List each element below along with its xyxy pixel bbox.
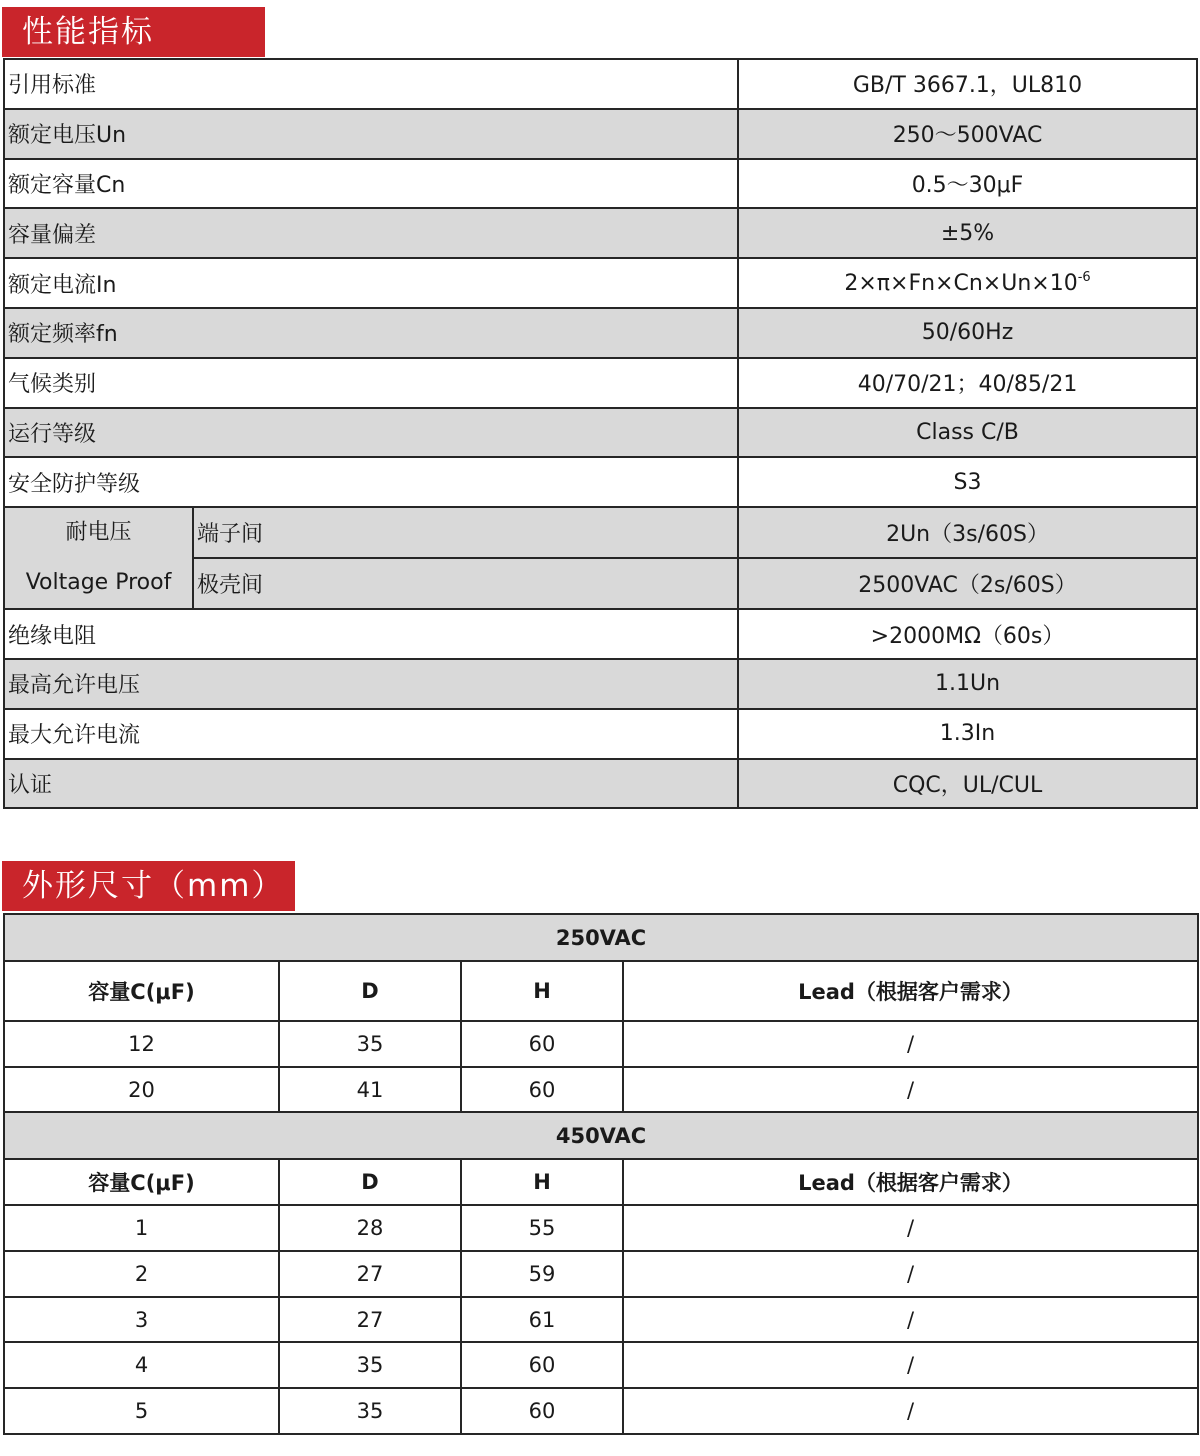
spec-value: >2000MΩ（60s） (738, 609, 1197, 659)
table-row (4, 159, 1197, 209)
table-row (4, 208, 1197, 258)
cell-capacitance: 5 (4, 1388, 279, 1434)
column-header-d: D (279, 961, 461, 1021)
cell-capacitance: 2 (4, 1251, 279, 1297)
spec-label: 绝缘电阻 (4, 609, 738, 659)
column-header-row (4, 961, 1198, 1021)
cell-d: 28 (279, 1205, 461, 1251)
spec-label: 气候类别 (4, 358, 738, 408)
spec-value: 40/70/21；40/85/21 (738, 358, 1197, 408)
table-row (4, 1388, 1198, 1434)
table-row (4, 109, 1197, 159)
table-row (4, 1297, 1198, 1343)
table-row (4, 1342, 1198, 1388)
formula-text: 2×π×Fn×Cn×Un×10 (844, 270, 1078, 296)
cell-lead: / (623, 1021, 1198, 1067)
cell-lead: / (623, 1067, 1198, 1113)
spec-value: GB/T 3667.1，UL810 (738, 59, 1197, 109)
spec-label: 额定电流In (4, 258, 738, 308)
cell-d: 41 (279, 1067, 461, 1113)
spec-label: 安全防护等级 (4, 457, 738, 507)
cell-capacitance: 4 (4, 1342, 279, 1388)
column-header-row (4, 1159, 1198, 1205)
cell-h: 59 (461, 1251, 623, 1297)
cell-h: 55 (461, 1205, 623, 1251)
cell-lead: / (623, 1342, 1198, 1388)
cell-d: 27 (279, 1251, 461, 1297)
cell-lead: / (623, 1297, 1198, 1343)
cell-capacitance: 12 (4, 1021, 279, 1067)
voltage-proof-label (4, 507, 193, 609)
cell-capacitance: 1 (4, 1205, 279, 1251)
column-header-h: H (461, 961, 623, 1021)
table-row (4, 1205, 1198, 1251)
spec-value: 2500VAC（2s/60S） (738, 558, 1197, 609)
spec-label: 认证 (4, 759, 738, 809)
spec-label: 最大允许电流 (4, 709, 738, 759)
spec-value: 250～500VAC (738, 109, 1197, 159)
voltage-proof-label-en: Voltage Proof (25, 570, 172, 596)
cell-capacitance: 20 (4, 1067, 279, 1113)
spec-label: 引用标准 (4, 59, 738, 109)
performance-table (3, 58, 1198, 809)
spec-value: ±5% (738, 208, 1197, 258)
cell-d: 27 (279, 1297, 461, 1343)
cell-h: 60 (461, 1021, 623, 1067)
table-row (4, 507, 1197, 558)
spec-value (738, 258, 1197, 308)
table-row (4, 1251, 1198, 1297)
cell-lead: / (623, 1388, 1198, 1434)
cell-capacitance: 3 (4, 1297, 279, 1343)
spec-label: 额定电压Un (4, 109, 738, 159)
column-header-h: H (461, 1159, 623, 1205)
column-header-lead: Lead（根据客户需求） (623, 1159, 1198, 1205)
table-row (4, 609, 1197, 659)
cell-h: 61 (461, 1297, 623, 1343)
cell-lead: / (623, 1205, 1198, 1251)
spec-label: 额定频率fn (4, 308, 738, 358)
cell-d: 35 (279, 1388, 461, 1434)
spec-value: 2Un（3s/60S） (738, 507, 1197, 558)
spec-value: 1.3In (738, 709, 1197, 759)
cell-d: 35 (279, 1021, 461, 1067)
dimensions-table (3, 913, 1199, 1435)
cell-lead: / (623, 1251, 1198, 1297)
dimensions-section-title: 外形尺寸（mm） (2, 861, 295, 911)
table-row (4, 408, 1197, 458)
voltage-group-header (4, 1112, 1198, 1159)
column-header-capacitance: 容量C(μF) (4, 1159, 279, 1205)
table-row (4, 457, 1197, 507)
voltage-proof-label-cn: 耐电压 (65, 520, 132, 546)
table-row (4, 258, 1197, 308)
performance-section-title: 性能指标 (2, 7, 265, 57)
spec-value: CQC，UL/CUL (738, 759, 1197, 809)
spec-label: 最高允许电压 (4, 659, 738, 709)
spec-label: 运行等级 (4, 408, 738, 458)
cell-d: 35 (279, 1342, 461, 1388)
voltage-group-label: 250VAC (4, 914, 1198, 961)
cell-h: 60 (461, 1067, 623, 1113)
spec-value: S3 (738, 457, 1197, 507)
spec-sublabel: 端子间 (193, 507, 738, 558)
table-row (4, 709, 1197, 759)
table-row (4, 308, 1197, 358)
table-row (4, 759, 1197, 809)
table-row (4, 59, 1197, 109)
cell-h: 60 (461, 1342, 623, 1388)
spec-value: 50/60Hz (738, 308, 1197, 358)
column-header-d: D (279, 1159, 461, 1205)
table-row (4, 358, 1197, 408)
formula-exponent: -6 (1077, 269, 1091, 285)
spec-value: 0.5～30μF (738, 159, 1197, 209)
spec-value: Class C/B (738, 408, 1197, 458)
table-row (4, 1067, 1198, 1113)
spec-label: 容量偏差 (4, 208, 738, 258)
table-row (4, 659, 1197, 709)
spec-label: 额定容量Cn (4, 159, 738, 209)
cell-h: 60 (461, 1388, 623, 1434)
column-header-capacitance: 容量C(μF) (4, 961, 279, 1021)
table-row (4, 1021, 1198, 1067)
spec-value: 1.1Un (738, 659, 1197, 709)
voltage-group-header (4, 914, 1198, 961)
spec-sublabel: 极壳间 (193, 558, 738, 609)
column-header-lead: Lead（根据客户需求） (623, 961, 1198, 1021)
voltage-group-label: 450VAC (4, 1112, 1198, 1159)
